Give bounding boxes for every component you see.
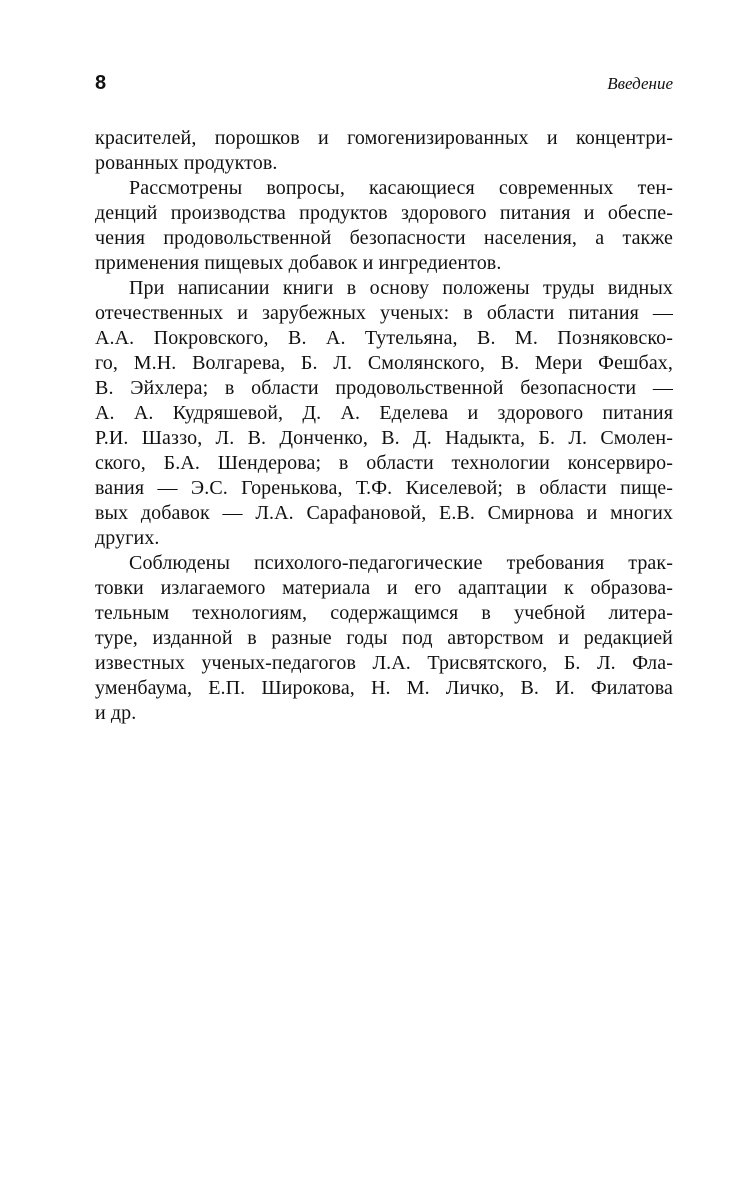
text-line: Р.И. Шаззо, Л. В. Донченко, В. Д. Надыкта, Б. Л. Смолен- <box>95 427 673 449</box>
text-line: других. <box>95 527 160 549</box>
page-number: 8 <box>95 72 107 94</box>
text-line: применения пищевых добавок и ингредиентов. <box>95 252 502 274</box>
text-line: тельным технологиям, содержащимся в учебной литера- <box>95 602 673 624</box>
text-line: А.А. Покровского, В. А. Тутельяна, В. М. Позняковско- <box>95 327 673 349</box>
text-line: отечественных и зарубежных ученых: в области питания — <box>95 302 673 324</box>
text-line: Рассмотрены вопросы, касающиеся современных тен- <box>129 177 673 199</box>
text-line: ского, Б.А. Шендерова; в области технологии консервиро- <box>95 452 673 474</box>
text-line: вания — Э.С. Горенькова, Т.Ф. Киселевой; в области пище- <box>95 477 673 499</box>
text-line: товки излагаемого материала и его адаптации к образова- <box>95 577 673 599</box>
text-line: и др. <box>95 702 137 724</box>
text-line: Соблюдены психолого-педагогические требования трак- <box>129 552 673 574</box>
running-head: Введение <box>607 74 673 93</box>
text-line: денций производства продуктов здорового питания и обеспе- <box>95 202 673 224</box>
text-line: В. Эйхлера; в области продовольственной безопасности — <box>95 377 673 399</box>
body-text <box>95 126 673 726</box>
text-line: чения продовольственной безопасности населения, а также <box>95 227 673 249</box>
text-line: рованных продуктов. <box>95 152 278 174</box>
text-line: А. А. Кудряшевой, Д. А. Еделева и здорового питания <box>95 402 673 424</box>
text-line: го, М.Н. Волгарева, Б. Л. Смолянского, В. Мери Фешбах, <box>95 352 673 374</box>
text-line: туре, изданной в разные годы под авторством и редакцией <box>95 627 673 649</box>
text-line: известных ученых-педагогов Л.А. Трисвятского, Б. Л. Фла- <box>95 652 673 674</box>
text-line: уменбаума, Е.П. Широкова, Н. М. Личко, В. И. Филатова <box>95 677 673 699</box>
text-line: красителей, порошков и гомогенизированных и концентри- <box>95 127 673 149</box>
text-line: При написании книги в основу положены труды видных <box>129 277 673 299</box>
text-line: вых добавок — Л.А. Сарафановой, Е.В. Смирнова и многих <box>95 502 673 524</box>
